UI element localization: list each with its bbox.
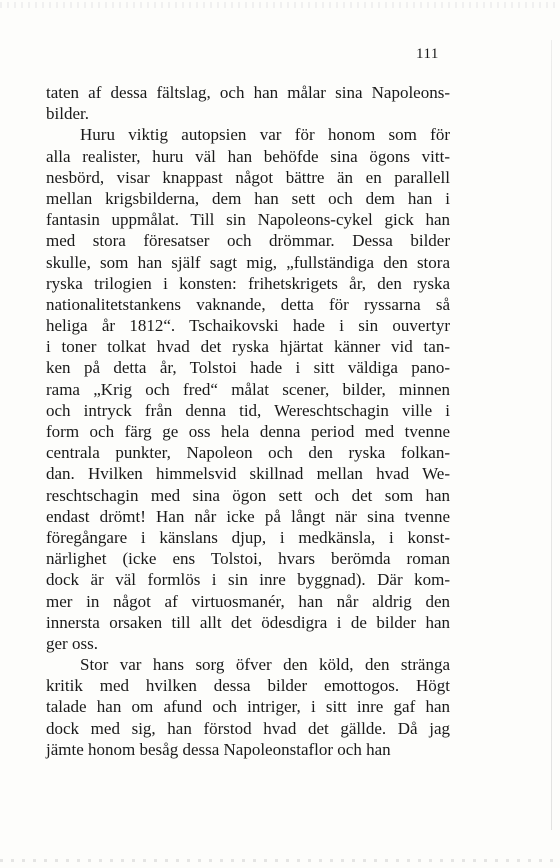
text-line: och intryck från denna tid, Wereschtschagin ville i <box>46 400 450 420</box>
text-line: dan. Hvilken himmelsvid skillnad mellan hvad We- <box>46 464 450 484</box>
text-line: ger oss. <box>46 633 98 653</box>
paragraph <box>46 654 450 760</box>
text-line: centrala punkter, Napoleon och den ryska folkan- <box>46 443 450 463</box>
text-line: kritik med hvilken dessa bilder emottogos. Högt <box>46 676 450 696</box>
paragraph <box>46 82 450 124</box>
text-line: endast drömt! Han når icke på långt när sina tvenne <box>46 506 450 526</box>
text-line: föregångare i känslans djup, i medkänsla, i konst- <box>46 527 450 547</box>
text-line: Huru viktig autopsien var för honom som för <box>80 125 450 145</box>
text-line: mer in något af virtuosmanér, han når aldrig den <box>46 591 450 611</box>
text-line: ken på detta år, Tolstoi hade i sitt väldiga pano- <box>46 358 450 378</box>
text-line: närlighet (icke ens Tolstoi, hvars berömda roman <box>46 549 450 569</box>
page-edge-right <box>551 40 552 830</box>
scan-edge-bottom <box>0 859 560 862</box>
text-line: nesbörd, visar knappast något bättre än en parallell <box>46 167 450 187</box>
text-line: alla realister, huru väl han behöfde sina ögons vitt- <box>46 146 450 166</box>
text-line: Stor var hans sorg öfver den köld, den stränga <box>80 655 450 675</box>
paragraph <box>46 124 450 654</box>
text-line: dock med sig, han förstod hvad det gällde. Då jag <box>46 718 450 738</box>
text-line: ryska trilogien i konsten: frihetskrigets år, den ryska <box>46 273 450 293</box>
text-line: jämte honom besåg dessa Napoleonstaflor och han <box>46 739 391 759</box>
page-number: 111 <box>416 46 439 62</box>
text-line: skulle, som han själf sagt mig, „fullständiga den stora <box>46 252 450 272</box>
text-line: taten af dessa fältslag, och han målar sina Napoleons- <box>46 83 450 102</box>
text-line: rama „Krig och fred“ målat scener, bilder, minnen <box>46 379 450 399</box>
text-line: reschtschagin med sina ögon sett och det som han <box>46 485 450 505</box>
text-line: heliga år 1812“. Tschaikovski hade i sin ouvertyr <box>46 316 450 336</box>
text-line: med stora föresatser och drömmar. Dessa bilder <box>46 231 450 251</box>
text-line: form och färg ge oss hela denna period med tvenne <box>46 422 450 441</box>
text-line: fantasin uppmålat. Till sin Napoleons-cykel gick han <box>46 210 450 230</box>
body-text <box>46 82 450 760</box>
text-line: dock är väl formlös i sin inre byggnad). Där kom- <box>46 570 450 590</box>
scan-edge-top <box>0 2 560 8</box>
text-line: innersta orsaken till allt det ödesdigra i de bilder han <box>46 612 450 632</box>
text-line: i toner tolkat hvad det ryska hjärtat känner vid tan- <box>46 337 450 357</box>
text-line: mellan krigsbilderna, dem han sett och dem han i <box>46 188 450 208</box>
text-line: bilder. <box>46 104 89 124</box>
text-line: nationalitetstankens vaknande, detta för ryssarna så <box>46 294 450 314</box>
text-line: talade han om afund och intriger, i sitt inre gaf han <box>46 697 450 717</box>
